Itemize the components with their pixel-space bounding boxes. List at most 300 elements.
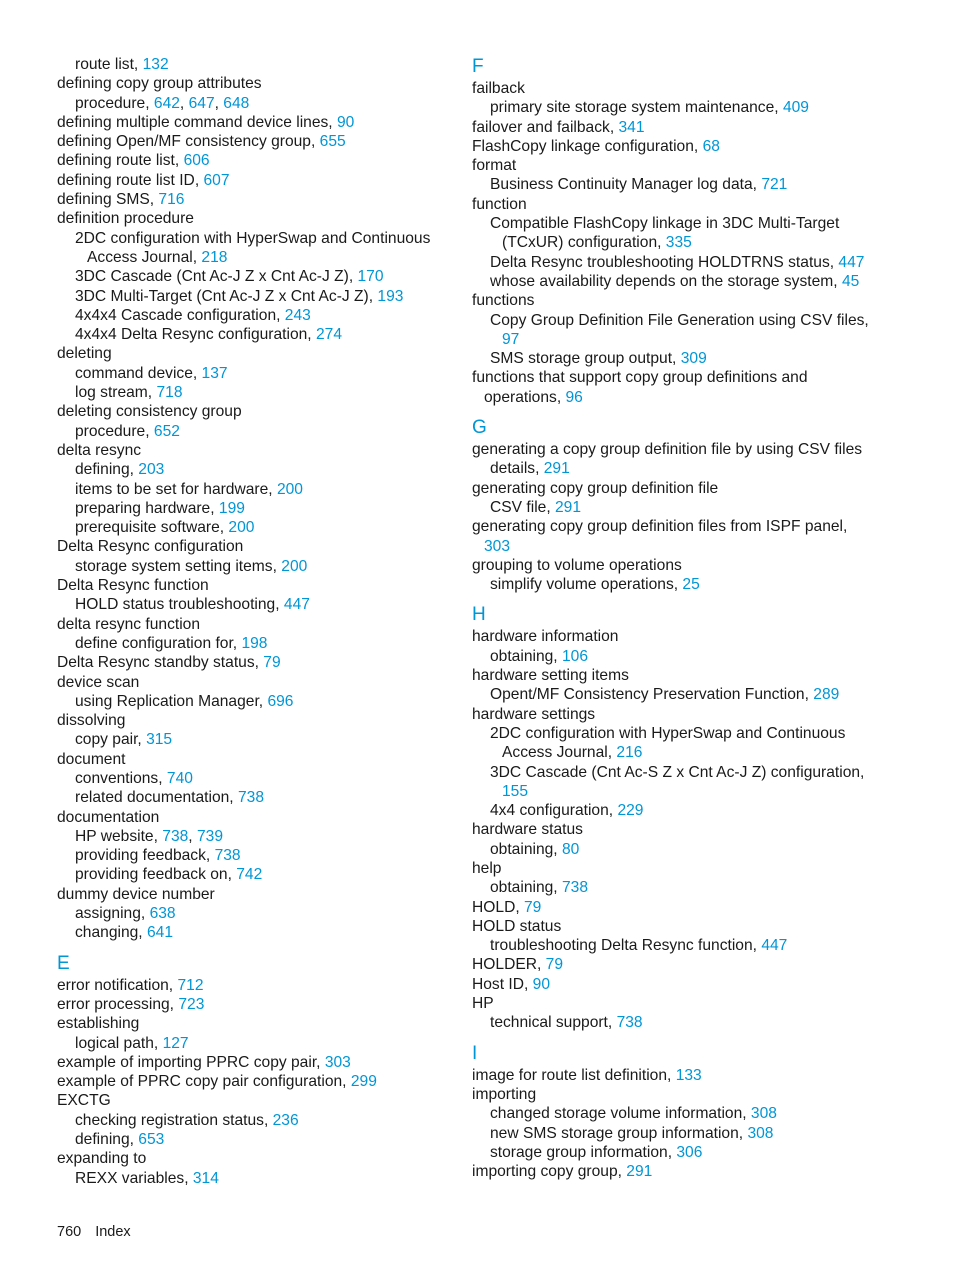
index-entry (472, 137, 892, 156)
page-link[interactable]: 203 (138, 461, 165, 479)
page-footer (57, 1222, 145, 1242)
index-entry (472, 79, 892, 98)
page-link[interactable]: 243 (284, 306, 311, 324)
index-entry (57, 673, 452, 692)
page-link[interactable]: 200 (281, 557, 308, 575)
page-link[interactable]: 721 (761, 176, 788, 194)
index-subentry (57, 730, 452, 749)
index-subentry (57, 692, 452, 711)
page-link[interactable]: 652 (153, 422, 180, 440)
index-entry (57, 132, 452, 151)
index-entry (57, 113, 452, 132)
page-link[interactable]: 308 (750, 1105, 777, 1123)
index-subentry (57, 595, 452, 614)
page-link[interactable]: 96 (565, 388, 583, 406)
index-subentry (57, 460, 452, 479)
index-entry (57, 537, 452, 556)
index-term: procedure, (75, 94, 154, 112)
index-subentry (57, 422, 452, 441)
index-term: definition procedure (57, 210, 194, 228)
index-term: deleting consistency group (57, 403, 242, 421)
index-subentry (57, 55, 452, 74)
index-entry (57, 750, 452, 769)
index-entry (57, 344, 452, 363)
index-term: 3DC Cascade (Cnt Ac-J Z x Cnt Ac-J Z), (75, 268, 358, 286)
index-term: failback (472, 80, 525, 97)
index-term: document (57, 750, 126, 768)
page-link[interactable]: 716 (158, 191, 185, 209)
index-term: (TCxUR) configuration, (502, 234, 666, 252)
index-letter-heading: H (472, 604, 486, 626)
index-term: delta resync (57, 441, 142, 459)
index-term: log stream, (75, 384, 157, 402)
page-link[interactable]: 655 (319, 133, 346, 151)
index-entry (472, 517, 892, 536)
index-term: delta resync function (57, 615, 201, 633)
index-entry (57, 1053, 452, 1072)
index-entry (472, 627, 892, 646)
index-subentry (57, 518, 452, 537)
index-term: Copy Group Definition File Generation using CSV files, (490, 311, 869, 329)
index-entry (472, 291, 892, 310)
index-letter-heading: E (57, 952, 70, 974)
index-term: define configuration for, (75, 634, 242, 652)
page-link[interactable]: 133 (675, 1066, 702, 1084)
index-term: defining multiple command device lines, (57, 113, 337, 131)
index-entry (57, 190, 452, 209)
index-term: example of importing PPRC copy pair, (57, 1053, 325, 1071)
page-link[interactable]: 653 (138, 1131, 165, 1149)
index-term: Business Continuity Manager log data, (490, 176, 762, 194)
page-link[interactable]: 718 (156, 384, 183, 402)
index-subentry (472, 1124, 892, 1143)
index-term: Delta Resync troubleshooting HOLDTRNS status, (490, 253, 839, 271)
index-term: 3DC Multi-Target (Cnt Ac-J Z x Cnt Ac-J Z), (75, 287, 378, 305)
section-name: Index (95, 1224, 131, 1240)
page-link[interactable]: 335 (665, 234, 692, 252)
page-link[interactable]: 409 (782, 99, 809, 117)
index-subentry (472, 724, 892, 743)
page-link[interactable]: 236 (272, 1111, 299, 1129)
index-letter-heading: I (472, 1042, 478, 1064)
index-term: error processing, (57, 995, 179, 1013)
index-term: hardware status (472, 821, 583, 839)
index-term: expanding to (57, 1150, 147, 1168)
page-link[interactable]: 132 (142, 56, 169, 73)
page-link[interactable]: 742 (236, 866, 263, 884)
page-link[interactable]: 303 (484, 537, 511, 555)
index-term: whose availability depends on the storage system, (490, 272, 842, 290)
index-term: defining route list ID, (57, 171, 204, 189)
index-subentry (472, 647, 892, 666)
index-term: Delta Resync standby status, (57, 654, 264, 672)
page-link[interactable]: 90 (532, 975, 551, 993)
index-term: HOLD, (472, 898, 524, 916)
index-term: Compatible FlashCopy linkage in 3DC Multi-Target (490, 215, 840, 233)
index-subentry (472, 98, 892, 117)
index-term: obtaining, (490, 879, 562, 897)
page-link[interactable]: 314 (192, 1169, 219, 1187)
index-subentry (57, 904, 452, 923)
page-link[interactable]: 739 (196, 827, 223, 845)
index-term: Delta Resync function (57, 577, 209, 595)
page-link[interactable]: 447 (838, 253, 865, 271)
index-term: SMS storage group output, (490, 350, 681, 368)
index-entry (57, 808, 452, 827)
index-term: REXX variables, (75, 1169, 193, 1187)
index-subentry (57, 1169, 452, 1188)
index-entry-continuation (472, 388, 892, 407)
index-term: generating copy group definition files from ISPF panel, (472, 518, 848, 536)
index-entry (472, 118, 892, 137)
page-link[interactable]: 648 (223, 94, 250, 112)
page-separator: , (188, 827, 197, 845)
index-term: 2DC configuration with HyperSwap and Continuous (75, 229, 431, 247)
index-subentry (57, 827, 452, 846)
index-term: 4x4x4 Delta Resync configuration, (75, 326, 316, 344)
page-link[interactable]: 638 (149, 905, 176, 923)
index-term: device scan (57, 673, 140, 691)
index-term: using Replication Manager, (75, 692, 268, 710)
index-subentry (472, 840, 892, 859)
index-subentry (472, 936, 892, 955)
page-link[interactable]: 79 (524, 898, 542, 916)
index-term: dummy device number (57, 885, 215, 903)
index-term: providing feedback, (75, 847, 215, 865)
index-term: example of PPRC copy pair configuration, (57, 1073, 351, 1091)
index-subentry (472, 459, 892, 478)
page-link[interactable]: 155 (502, 782, 529, 800)
index-term: error notification, (57, 976, 178, 994)
index-term: troubleshooting Delta Resync function, (490, 937, 762, 955)
index-subentry (472, 685, 892, 704)
index-subentry (57, 287, 452, 306)
index-entry (472, 820, 892, 839)
page-link[interactable]: 738 (237, 789, 265, 807)
index-subentry (57, 364, 452, 383)
index-term: defining Open/MF consistency group, (57, 133, 320, 151)
index-entry (472, 368, 892, 387)
index-term: items to be set for hardware, (75, 480, 277, 498)
index-entry (57, 151, 452, 170)
page-link[interactable]: 137 (201, 364, 228, 382)
page-link[interactable]: 289 (813, 686, 840, 704)
index-term: operations, (484, 388, 566, 406)
index-entry (472, 440, 892, 459)
index-right-column (472, 55, 892, 1181)
page-link[interactable]: 127 (162, 1034, 189, 1052)
index-subentry (57, 1111, 452, 1130)
index-term: preparing hardware, (75, 499, 219, 517)
index-entry (472, 994, 892, 1013)
index-subentry (57, 769, 452, 788)
page-link[interactable]: 106 (561, 647, 588, 665)
index-term: deleting (57, 345, 112, 363)
index-subentry (472, 272, 892, 291)
index-entry-continuation (472, 782, 892, 801)
index-term: primary site storage system maintenance, (490, 99, 783, 117)
page-link[interactable]: 606 (183, 152, 210, 170)
index-term: assigning, (75, 905, 150, 923)
index-term: defining route list, (57, 152, 184, 170)
page-link[interactable]: 291 (543, 460, 570, 478)
index-term: EXCTG (57, 1092, 111, 1110)
index-subentry (472, 878, 892, 897)
index-subentry (57, 94, 452, 113)
index-term: 4x4 configuration, (490, 802, 618, 820)
index-term: grouping to volume operations (472, 556, 682, 574)
page-link[interactable]: 738 (616, 1014, 643, 1032)
index-entry (472, 556, 892, 575)
index-subentry (472, 311, 892, 330)
index-entry (57, 74, 452, 93)
page-link[interactable]: 90 (336, 113, 355, 131)
page-link[interactable]: 170 (357, 268, 384, 286)
page-link[interactable]: 97 (502, 330, 520, 348)
page-link[interactable]: 738 (214, 847, 241, 865)
index-term: functions that support copy group definitions and (472, 369, 808, 387)
index-term: providing feedback on, (75, 866, 237, 884)
index-term: functions (472, 292, 535, 310)
index-term: command device, (75, 364, 202, 382)
index-term: defining, (75, 1131, 139, 1149)
index-entry-continuation (472, 743, 892, 762)
index-term: obtaining, (490, 647, 562, 665)
index-term: defining, (75, 461, 139, 479)
index-entry (57, 995, 452, 1014)
index-subentry (57, 788, 452, 807)
index-term: documentation (57, 808, 160, 826)
index-subentry (57, 1034, 452, 1053)
index-entry (472, 917, 892, 936)
index-term: Access Journal, (502, 744, 617, 762)
page-link[interactable]: 79 (263, 654, 281, 672)
index-entry (472, 705, 892, 724)
index-term: help (472, 859, 502, 877)
page-separator: , (179, 94, 189, 112)
index-subentry (57, 634, 452, 653)
page-link[interactable]: 198 (241, 634, 268, 652)
page-link[interactable]: 315 (146, 731, 173, 749)
page-link[interactable]: 447 (283, 596, 310, 614)
index-term: Opent/MF Consistency Preservation Function, (490, 686, 814, 704)
index-term: conventions, (75, 769, 167, 787)
index-entry-continuation (472, 537, 892, 556)
page-link[interactable]: 299 (350, 1073, 377, 1091)
page-link[interactable]: 200 (276, 480, 303, 498)
page-link[interactable]: 740 (166, 769, 193, 787)
index-term: hardware setting items (472, 667, 629, 685)
index-term: details, (490, 460, 544, 478)
index-term: 3DC Cascade (Cnt Ac-S Z x Cnt Ac-J Z) configuration, (490, 763, 865, 781)
index-term: HP website, (75, 827, 163, 845)
index-entry (57, 1091, 452, 1110)
index-subentry (57, 1130, 452, 1149)
index-term: prerequisite software, (75, 519, 229, 537)
index-term: defining SMS, (57, 191, 159, 209)
page-link[interactable]: 738 (162, 827, 189, 845)
index-term: importing (472, 1085, 537, 1103)
index-term: 4x4x4 Cascade configuration, (75, 306, 285, 324)
page-link[interactable]: 229 (617, 802, 644, 820)
index-subentry (472, 498, 892, 517)
index-term: changing, (75, 924, 147, 942)
index-term: storage group information, (490, 1143, 677, 1161)
index-left-column (57, 55, 452, 1188)
index-term: FlashCopy linkage configuration, (472, 137, 703, 155)
index-subentry (57, 306, 452, 325)
page-link[interactable]: 199 (218, 499, 245, 517)
index-term: procedure, (75, 422, 154, 440)
index-letter-heading: G (472, 417, 487, 439)
index-term: hardware information (472, 628, 619, 646)
index-term: HP (472, 995, 494, 1013)
index-term: copy pair, (75, 731, 147, 749)
page-link[interactable]: 447 (761, 937, 788, 955)
page-link[interactable]: 642 (153, 94, 180, 112)
index-subentry (472, 1104, 892, 1123)
index-subentry (57, 499, 452, 518)
index-subentry (472, 214, 892, 233)
page-link[interactable]: 193 (377, 287, 404, 305)
index-entry (57, 576, 452, 595)
index-term: image for route list definition, (472, 1066, 676, 1084)
index-entry (472, 479, 892, 498)
index-term: Host ID, (472, 975, 533, 993)
index-subentry (472, 1143, 892, 1162)
index-entry (57, 711, 452, 730)
index-entry (472, 156, 892, 175)
page-link[interactable]: 25 (682, 576, 700, 594)
index-term: generating a copy group definition file by using CSV files (472, 441, 863, 459)
page-link[interactable]: 291 (555, 498, 582, 516)
index-letter-heading: F (472, 56, 484, 77)
index-entry (472, 859, 892, 878)
index-term: obtaining, (490, 840, 562, 858)
index-term: defining copy group attributes (57, 75, 262, 93)
page-link[interactable]: 738 (561, 879, 588, 897)
index-entry-continuation (57, 248, 452, 267)
index-entry-continuation (472, 330, 892, 349)
index-term: hardware settings (472, 705, 596, 723)
index-term: checking registration status, (75, 1111, 273, 1129)
index-term: importing copy group, (472, 1163, 627, 1181)
page-link[interactable]: 200 (228, 519, 255, 537)
index-entry (57, 885, 452, 904)
page-link[interactable]: 303 (324, 1053, 351, 1071)
index-entry (472, 1162, 892, 1181)
index-term: dissolving (57, 712, 126, 730)
index-entry (57, 209, 452, 228)
index-term: function (472, 195, 527, 213)
page-link[interactable]: 308 (747, 1124, 774, 1142)
index-subentry (472, 801, 892, 820)
index-entry (472, 955, 892, 974)
index-entry (57, 402, 452, 421)
index-term: Delta Resync configuration (57, 538, 244, 556)
index-term: HOLDER, (472, 956, 546, 974)
index-term: simplify volume operations, (490, 576, 683, 594)
index-term: new SMS storage group information, (490, 1124, 748, 1142)
page-link[interactable]: 218 (201, 248, 228, 266)
page-number: 760 (57, 1224, 82, 1240)
index-entry (57, 615, 452, 634)
index-term: establishing (57, 1015, 140, 1033)
index-entry (472, 666, 892, 685)
page-separator: , (214, 94, 224, 112)
index-term: failover and failback, (472, 118, 619, 136)
index-subentry (472, 1013, 892, 1032)
page-link[interactable]: 723 (178, 995, 205, 1013)
index-subentry (472, 253, 892, 272)
index-subentry (472, 349, 892, 368)
index-entry (57, 1014, 452, 1033)
index-term: changed storage volume information, (490, 1105, 751, 1123)
index-entry (57, 171, 452, 190)
index-subentry (57, 557, 452, 576)
index-subentry (57, 846, 452, 865)
index-entry (472, 1085, 892, 1104)
page-link[interactable]: 274 (315, 326, 342, 344)
index-entry (472, 898, 892, 917)
index-subentry (57, 383, 452, 402)
index-subentry (472, 575, 892, 594)
index-entry-continuation (472, 233, 892, 252)
index-term: format (472, 157, 517, 175)
index-term: CSV file, (490, 498, 555, 516)
index-subentry (472, 175, 892, 194)
index-subentry (57, 325, 452, 344)
page-link[interactable]: 45 (841, 272, 860, 290)
page-link[interactable]: 712 (177, 976, 204, 994)
index-term: logical path, (75, 1034, 163, 1052)
index-term: technical support, (490, 1014, 617, 1032)
index-term: route list, (75, 56, 143, 73)
page-link[interactable]: 696 (267, 692, 294, 710)
page-link[interactable]: 306 (676, 1143, 703, 1161)
index-term: Access Journal, (87, 248, 202, 266)
index-subentry (57, 923, 452, 942)
page-link[interactable]: 309 (680, 350, 707, 368)
index-entry (57, 653, 452, 672)
index-entry (57, 1072, 452, 1091)
index-entry (472, 975, 892, 994)
index-subentry (57, 229, 452, 248)
page-link[interactable]: 291 (626, 1163, 653, 1181)
index-entry (57, 441, 452, 460)
index-term: 2DC configuration with HyperSwap and Continuous (490, 724, 846, 742)
index-entry (57, 976, 452, 995)
index-subentry (57, 267, 452, 286)
index-term: generating copy group definition file (472, 479, 719, 497)
page-link[interactable]: 79 (545, 956, 564, 974)
index-entry (472, 1066, 892, 1085)
index-subentry (472, 763, 892, 782)
index-entry (472, 195, 892, 214)
index-term: storage system setting items, (75, 557, 282, 575)
index-term: related documentation, (75, 789, 238, 807)
index-term: HOLD status troubleshooting, (75, 596, 284, 614)
page-link[interactable]: 68 (702, 137, 720, 155)
index-subentry (57, 480, 452, 499)
index-subentry (57, 865, 452, 884)
page-link[interactable]: 216 (616, 744, 643, 762)
page-link[interactable]: 607 (203, 171, 230, 189)
page-link[interactable]: 641 (146, 924, 173, 942)
page-link[interactable]: 80 (561, 840, 580, 858)
page-link[interactable]: 647 (188, 94, 215, 112)
page-link[interactable]: 341 (618, 118, 645, 136)
